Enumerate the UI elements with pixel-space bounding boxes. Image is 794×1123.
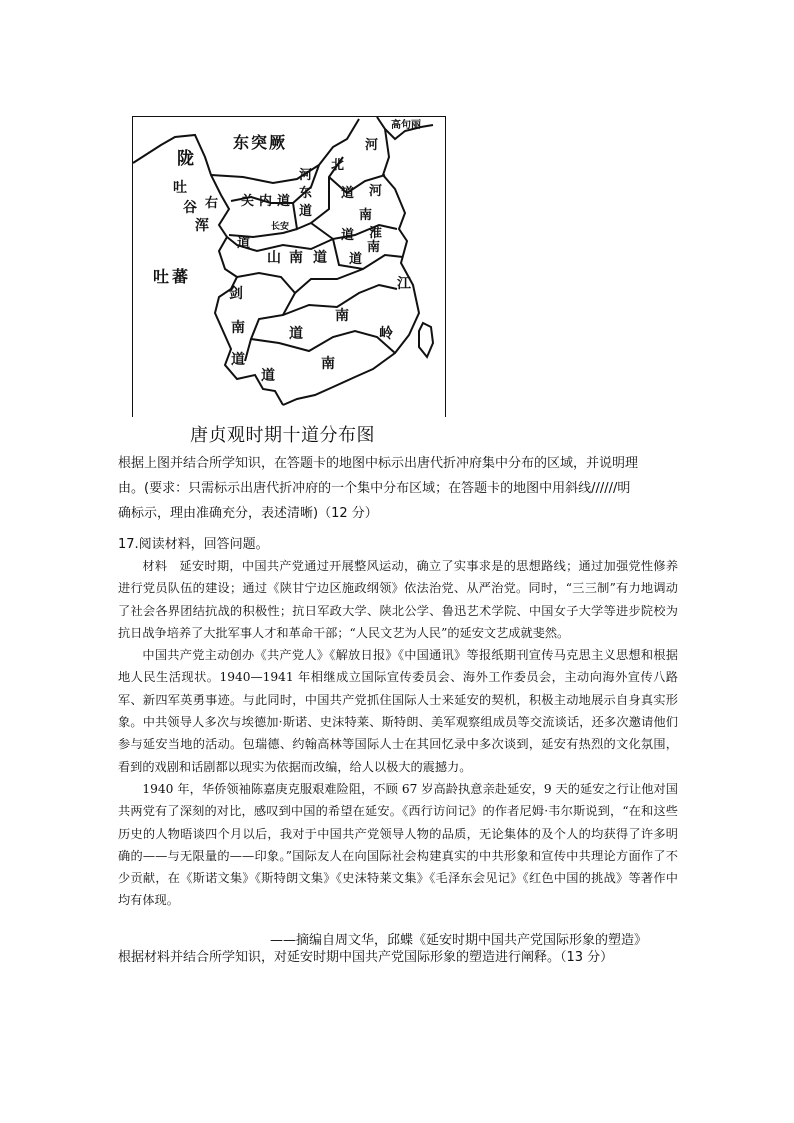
- label-dao-jiangnan: 道: [289, 326, 303, 342]
- material-para-2: 中国共产党主动创办《共产党人》《解放日报》《中国通讯》等报纸期刊宣传马克思主义思想和根据地人民生活现状。1940—1941 年相继成立国际宣传委员会、海外工作委员会，主动向海外宣传八路军、新四军英勇事迹。与此同时，中国共产党抓住国际人士来延安的契机，积极主动地展示自身真实形象。中共领导人多次与埃德加·斯诺、史沫特莱、斯特朗、美军观察组成员等交流谈话，还多次邀请他们参与延安当地的活动。包瑞德、约翰高林等国际人士在其回忆录中多次谈到，延安有热烈的文化氛围，看到的戏剧和话剧都以现实为依据而改编，给人以极大的震撼力。: [118, 648, 678, 774]
- label-tuyuhun-2: 谷: [183, 200, 197, 216]
- label-nan-jiannan: 南: [231, 320, 245, 336]
- q17-question: 根据材料并结合所学知识，对延安时期中国共产党国际形象的塑造进行阐释。（13 分）: [118, 950, 614, 965]
- q16-line-1: 根据上图并结合所学知识，在答题卡的地图中标示出唐代折冲府集中分布的区域，并说明理: [118, 456, 639, 471]
- map-caption: 唐贞观时期十道分布图: [190, 425, 375, 446]
- label-he-hedong: 河: [299, 168, 313, 183]
- label-dao-jiannan: 道: [231, 352, 245, 368]
- label-dao-hebei: 道: [341, 186, 355, 201]
- label-bei: 北: [331, 158, 345, 173]
- label-dao-henan: 道: [341, 228, 355, 243]
- label-jiang: 江: [397, 276, 411, 292]
- label-tuyuhun-1: 吐: [173, 180, 187, 196]
- label-he-henan: 河: [369, 184, 383, 199]
- label-guan: 关: [241, 194, 255, 209]
- label-nan-jiangnan: 南: [335, 308, 349, 324]
- border-jiangnan-west: [295, 269, 363, 293]
- label-nan-lingnan: 南: [321, 356, 335, 372]
- border-jiannan: [237, 273, 295, 361]
- border-lingnan: [251, 331, 395, 353]
- label-dao-hedong: 道: [299, 204, 313, 219]
- label-tuyuhun-3: 浑: [195, 218, 209, 234]
- label-nan-henan: 南: [359, 208, 373, 223]
- label-huai: 淮: [369, 226, 383, 241]
- label-nei: 内: [259, 194, 273, 209]
- label-changan: 长安: [271, 222, 290, 232]
- label-dao-shannan: 道: [313, 250, 327, 266]
- label-dao-lingnan: 道: [261, 368, 275, 384]
- map-taiwan: [419, 323, 433, 357]
- label-dao-huainan: 道: [349, 252, 363, 267]
- material-source: ——摘编自周文华，邱蝶《延安时期中国共产党国际形象的塑造》: [270, 933, 648, 948]
- label-you: 右: [205, 196, 219, 211]
- label-dongtujue: 东突厥: [233, 133, 288, 152]
- material-para-1: 材料 延安时期，中国共产党通过开展整风运动，确立了实事求是的思想路线；通过加强党性修养进行党员队伍的建设；通过《陕甘宁边区施政纲领》依法治党、从严治党。同时，“三三制”有力地调动了社会各界团结抗战的积极性；抗日军政大学、陕北公学、鲁迅艺术学院、中国女子大学等进步院校为抗日战争培养了大批军事人才和革命干部；“人民文艺为人民”的延安文艺成就斐然。: [118, 559, 679, 640]
- label-nan-huainan: 南: [367, 240, 381, 255]
- tang-ten-circuits-map: [132, 116, 446, 417]
- q16-line-3: 确标示，理由准确充分，表述清晰)（12 分）: [118, 506, 378, 521]
- material-para-3: 1940 年，华侨领袖陈嘉庚克服艰难险阻，不顾 67 岁高龄执意亲赴延安，9 天的延安之行让他对国共两党有了深刻的对比，感叹到中国的希望在延安。《西行访问记》的作者尼姆·韦尔斯说到，“在和这些历史的人物晤谈四个月以后，我对于中国共产党领导人物的品质，无论集体的及个人的均获得了许多明确的——与无限量的——印象。”国际友人在向国际社会构建真实的中共形象和宣传中共理论方面作了不少贡献，在《斯诺文集》《斯特朗文集》《史沫特莱文集》《毛泽东会见记》《红色中国的挑战》等著作中均有体现。: [118, 781, 678, 908]
- material-block: [118, 555, 678, 912]
- label-jian: 剑: [229, 286, 243, 302]
- label-ling: 岭: [379, 326, 393, 342]
- q17-heading: 17.阅读材料，回答问题。: [118, 537, 269, 552]
- label-tubo: 吐蕃: [153, 267, 192, 286]
- label-gaogouli: 高句丽: [391, 120, 421, 131]
- label-dong: 东: [299, 186, 313, 201]
- label-dao-longyou: 道: [237, 236, 251, 251]
- label-nan-shannan: 南: [289, 250, 303, 266]
- label-he-hebei: 河: [365, 138, 379, 153]
- material-label: 材料: [142, 559, 168, 573]
- label-long: 陇: [177, 149, 194, 169]
- q16-line-2: 由。(要求：只需标示出唐代折冲府的一个集中分布区域；在答题卡的地图中用斜线//////明: [118, 481, 631, 496]
- label-shan: 山: [267, 250, 281, 266]
- label-dao-guannei: 道: [277, 194, 291, 209]
